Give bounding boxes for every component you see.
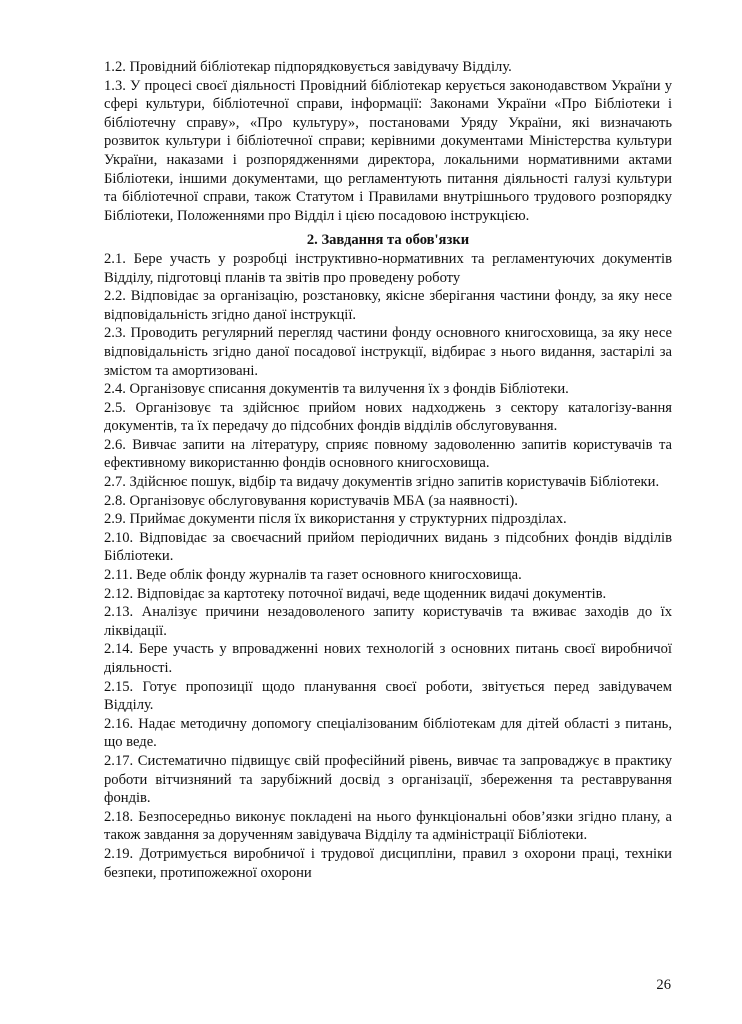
duty-item-2-7: 2.7. Здійснює пошук, відбір та видачу документів згідно запитів користувачів Бібліотеки. <box>104 474 660 491</box>
duty-item-2-9: 2.9. Приймає документи після їх використання у структурних підрозділах. <box>104 511 567 528</box>
duty-item-2-5: 2.5. Організовує та здійснює прийом нових надходжень з сектору каталогізу-вання документів, та їх передачу до підсобних фондів відділів обслуговування. <box>104 399 672 435</box>
duty-item-2-15: 2.15. Готує пропозиції щодо планування своєї роботи, звітується перед завідувачем Відділу. <box>104 678 672 714</box>
document-body <box>104 58 672 882</box>
duty-item-2-11: 2.11. Веде облік фонду журналів та газет основного книгосховища. <box>104 567 522 584</box>
duty-item-2-10: 2.10. Відповідає за своєчасний прийом періодичних видань з підсобних фондів відділів Бібліотеки. <box>104 529 672 565</box>
paragraph-1-3: 1.3. У процесі своєї діяльності Провідний бібліотекар керується законодавством України у сфері культури, бібліотечної справи, інформації: Законами України «Про Бібліотеки і бібліотечну справу», «Про культуру», постановами Уряду України, які визначають розвиток культури і бібліотечної справи; керівними документами Міністерства культури України, наказами і розпорядженнями директора, локальними нормативними актами Бібліотеки, іншими документами, що регламентують питання діяльності галузі культури та бібліотечної справи, також Статутом і Правилами внутрішнього трудового розпорядку Бібліотеки, Положеннями про Відділ і цією посадовою інструкцією. <box>104 77 672 224</box>
duty-item-2-19: 2.19. Дотримується виробничої і трудової дисципліни, правил з охорони праці, техніки безпеки, протипожежної охорони <box>104 845 672 881</box>
duty-item-2-18: 2.18. Безпосередньо виконує покладені на нього функціональні обов’язки згідно плану, а також завдання за дорученням завідувача Відділу та адміністрації Бібліотеки. <box>104 808 672 844</box>
duty-item-2-16: 2.16. Надає методичну допомогу спеціалізованим бібліотекам для дітей області з питань, що веде. <box>104 715 672 751</box>
section-heading: 2. Завдання та обов'язки <box>306 232 470 249</box>
duty-item-2-14: 2.14. Бере участь у впровадженні нових технологій з основних питань своєї виробничої діяльності. <box>104 641 672 676</box>
duty-item-2-3: 2.3. Проводить регулярний перегляд частини фонду основного книгосховища, за яку несе відповідальність згідно даної посадової інструкції, відбирає з нього видання, застарілі за змістом та амортизовані. <box>104 325 672 379</box>
duty-item-2-6: 2.6. Вивчає запити на літературу, сприяє повному задоволенню запитів користувачів та ефективному використанню фондів основного книгосховища. <box>104 436 672 472</box>
duty-item-2-13: 2.13. Аналізує причини незадоволеного запиту користувачів та вживає заходів до їх ліквідації. <box>104 604 672 639</box>
duty-item-2-1: 2.1. Бере участь у розробці інструктивно-нормативних та регламентуючих документів Відділу, підготовці планів та звітів про проведену роботу <box>104 250 672 286</box>
duty-item-2-8: 2.8. Організовує обслуговування користувачів МБА (за наявності). <box>104 492 518 509</box>
paragraph-1-2: 1.2. Провідний бібліотекар підпорядковується завідувачу Відділу. <box>104 59 512 75</box>
duty-item-2-2: 2.2. Відповідає за організацію, розстановку, якісне зберігання частини фонду, за яку несе відповідальність згідно даної інструкції. <box>104 288 672 323</box>
page-number: 26 <box>656 977 671 993</box>
duty-item-2-12: 2.12. Відповідає за картотеку поточної видачі, веде щоденник видачі документів. <box>104 585 607 602</box>
duty-item-2-4: 2.4. Організовує списання документів та вилучення їх з фондів Бібліотеки. <box>104 381 569 398</box>
duty-item-2-17: 2.17. Систематично підвищує свій професійний рівень, вивчає та запроваджує в практику роботи вітчизняний та зарубіжний досвід з організації, збереження та реставрування фондів. <box>104 752 672 807</box>
